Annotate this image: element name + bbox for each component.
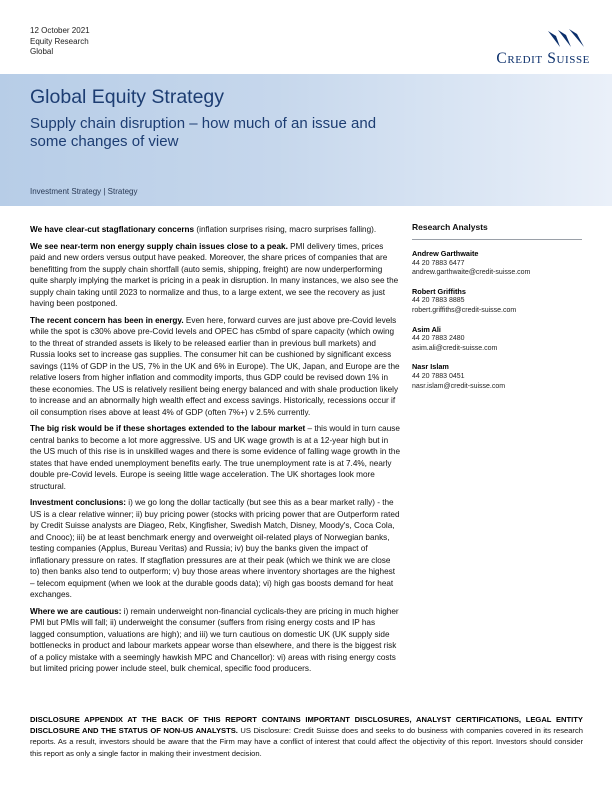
paragraph-text: – this would in turn cause central banks to become a lot more aggressive. US and UK wage growth is at a 12-year high but in the US much of this rise is in unskilled wages and there is some evidence of falling wage growth in the states that have ended unemployment benefits early. The true unemployment rate is at 7.4%, nearly double pre-Covid levels. Europe is seeing little wage acceleration. The UK shortages look more structural.	[30, 424, 400, 491]
paragraph-text: i) remain underweight non-financial cyclicals-they are pricing in much higher PMI but PMIs will fall; ii) underweight the consumer (suffers from rising energy costs and IP has lagged consumption, valuations are high); and iii) we turn cautious on domestic UK (UK supply side bottlenecks in product and labour markets appear worse than elsewhere, and there is the biggest risk of a policy mistake with a seemingly hawkish MPC and Chancellor): vi) areas with rising energy costs but limited pricing power include steel, bulk chemical, specific food producers.	[30, 606, 399, 673]
report-region: Global	[30, 47, 54, 56]
analyst-card	[412, 287, 582, 316]
analyst-name: Asim Ali	[412, 324, 441, 334]
paragraph-text: (inflation surprises rising, macro surprises falling).	[194, 225, 377, 234]
report-department: Equity Research	[30, 36, 89, 46]
analysts-heading: Research Analysts	[412, 222, 582, 240]
analyst-card	[412, 249, 582, 278]
paragraph-lead: We see near-term non energy supply chain issues close to a peak.	[30, 241, 288, 251]
paragraph-cautious	[30, 606, 401, 675]
logo-wordmark: Credit Suisse	[496, 50, 590, 67]
paragraph-investment-conclusions	[30, 497, 401, 601]
paragraph-lead: The big risk would be if these shortages extended to the labour market	[30, 424, 306, 433]
paragraph-lead: We have clear-cut stagflationary concerns	[30, 225, 195, 234]
paragraph-supply-chain	[30, 241, 401, 310]
analyst-card	[412, 362, 582, 391]
analyst-name: Andrew Garthwaite	[412, 249, 479, 258]
paragraph-lead: Investment conclusions:	[30, 498, 126, 507]
paragraph-text: PMI delivery times, prices paid and new orders versus output have peaked. Moreover, the share prices of companies that are benefitting from the supply chain shortfall (auto semis, shipping, freight) are now underperforming quite sharply implying the market is pricing in a peak in disruption. In many instances, we also see the supply chain taking until 2023 to normalize and thus, to a large extent, we see the recovery as just having been postponed.	[30, 241, 399, 308]
analyst-email[interactable]: asim.ali@credit-suisse.com	[412, 344, 498, 352]
disclosure-text: US Disclosure: Credit Suisse does and seeks to do business with companies covered in its research reports. As a result, investors should be aware that the Firm may have a conflict of interest that could affect the objectivity of this report. Investors should consider this report as only a single factor in making their investment decision.	[30, 726, 583, 758]
paragraph-stagflation	[30, 224, 401, 236]
research-analysts-panel	[412, 222, 582, 400]
credit-suisse-logo	[430, 28, 590, 70]
analyst-phone: 44 20 7883 6477	[412, 259, 465, 267]
paragraph-energy	[30, 315, 401, 419]
analyst-card	[412, 325, 582, 354]
report-category: Investment Strategy | Strategy	[30, 187, 138, 196]
paragraph-lead: The recent concern has been in energy.	[30, 315, 184, 325]
report-meta	[30, 26, 90, 58]
analyst-name: Robert Griffiths	[412, 286, 466, 296]
paragraph-labour-market	[30, 423, 401, 492]
analyst-email[interactable]: nasr.islam@credit-suisse.com	[412, 382, 506, 390]
paragraph-lead: Where we are cautious:	[30, 606, 122, 616]
analyst-phone: 44 20 7883 0451	[412, 372, 465, 380]
analyst-email[interactable]: robert.griffiths@credit-suisse.com	[412, 306, 517, 314]
paragraph-text: i) we go long the dollar tactically (but see this as a bear market rally) - the US is a clear relative winner; ii) buy pricing power (stocks with pricing power that are Outperform rated by Credit Suisse analysts are Diageo, Relx, Kingfisher, Swedish Match, Disney, Moody's, Coca Cola, and Cnooc); iii) be at least benchmark energy and overweight oil-related plays of Norwegian banks, testing companies (Applus, Bureau Veritas) and Russia; iv) buy the banks given the impact of inflationary pressure on rates. If stagflation pressures are at their peak (which we think we are close to) then banks also tend to outperform; v) buy those areas where inventory shortages are the highest – telecom equipment (when we look at the durable goods data); vi) high gas boosts demand for heat exchanges.	[30, 498, 400, 599]
report-date: 12 October 2021	[30, 26, 90, 35]
disclosure-heading: DISCLOSURE APPENDIX AT THE BACK OF THIS REPORT CONTAINS IMPORTANT DISCLOSURES, ANALYST CERTIFICATIONS, LEGAL ENTITY DISCLOSURE AND THE STATUS OF NON-US ANALYSTS.	[30, 715, 583, 736]
analyst-phone: 44 20 7883 8885	[412, 297, 465, 305]
analyst-phone: 44 20 7883 2480	[412, 335, 465, 343]
report-title: Global Equity Strategy	[30, 86, 225, 108]
disclosure-notice	[30, 714, 583, 759]
analyst-email[interactable]: andrew.garthwaite@credit-suisse.com	[412, 269, 531, 277]
sails-logo-icon	[544, 28, 588, 50]
report-subtitle: Supply chain disruption – how much of an issue and some changes of view	[30, 115, 377, 150]
analyst-name: Nasr Islam	[412, 362, 449, 372]
paragraph-text: Even here, forward curves are just above pre-Covid levels while the spot is c30% above pre-Covid levels and OPEC has c5mbd of spare capacity (which owing to the threat of stranded assets is likely to be released earlier than in previous bull markets) and Russia looks set to increase gas supplies. The consumer hit can be cushioned by significant excess savings (11% of GDP in the US, 7% in the UK and 6% in Europe). The UK, Japan, and Europe are the relative losers from higher inflation and commodity imports, thus GDP could be revised down 1% in these economies. The US is relatively resilient being energy balanced and with shale production likely to increase and an abnormally high wealth effect and excess savings. Historically, recessions occur if oil consumption rises above at least 4% of GDP (often 7%+) v 2.5% currently.	[30, 315, 400, 417]
report-body	[30, 224, 401, 680]
